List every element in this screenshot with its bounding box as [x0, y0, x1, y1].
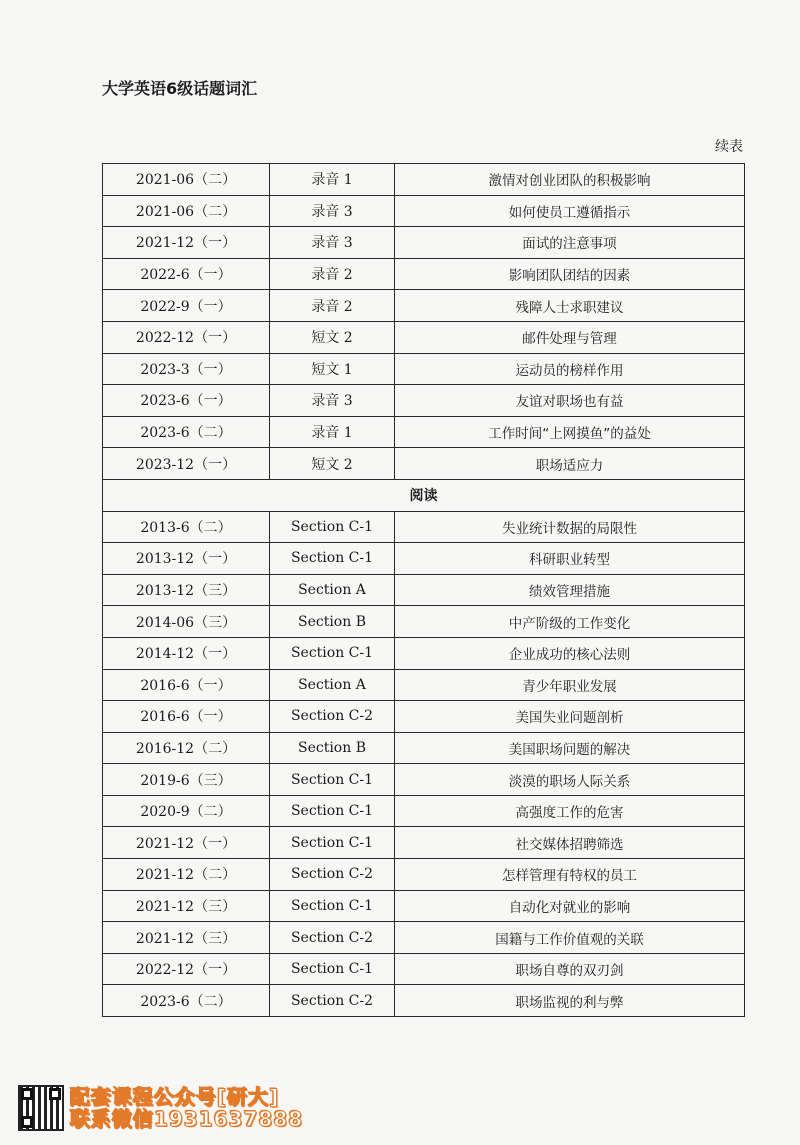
topic-cell: 面试的注意事项 [395, 227, 745, 259]
table-row [103, 890, 745, 922]
exam-cell: 2021-06（二） [103, 164, 270, 196]
part-cell: Section C-2 [270, 922, 395, 954]
part-cell: Section C-1 [270, 890, 395, 922]
exam-cell: 2019-6（三） [103, 764, 270, 796]
topic-cell: 美国失业问题剖析 [395, 701, 745, 733]
topic-cell: 青少年职业发展 [395, 669, 745, 701]
part-cell: Section C-1 [270, 511, 395, 543]
topic-cell: 美国职场问题的解决 [395, 732, 745, 764]
topic-cell: 运动员的榜样作用 [395, 353, 745, 385]
promo-line-2: 联系微信1931637888 [70, 1107, 304, 1131]
table-row [103, 985, 745, 1017]
part-cell: Section C-1 [270, 764, 395, 796]
topic-cell: 激情对创业团队的积极影响 [395, 164, 745, 196]
table-row [103, 195, 745, 227]
qr-code-icon [18, 1085, 64, 1131]
topic-cell: 残障人士求职建议 [395, 290, 745, 322]
table-row [103, 290, 745, 322]
table-row [103, 511, 745, 543]
exam-cell: 2016-6（一） [103, 669, 270, 701]
topic-cell: 怎样管理有特权的员工 [395, 859, 745, 891]
table-row [103, 922, 745, 954]
exam-cell: 2022-6（一） [103, 258, 270, 290]
section-heading-row [103, 479, 745, 511]
exam-cell: 2013-12（三） [103, 574, 270, 606]
part-cell: Section C-2 [270, 859, 395, 891]
topic-cell: 企业成功的核心法则 [395, 637, 745, 669]
exam-cell: 2023-12（一） [103, 448, 270, 480]
topic-cell: 职场适应力 [395, 448, 745, 480]
table-row [103, 732, 745, 764]
exam-cell: 2021-12（三） [103, 922, 270, 954]
exam-cell: 2021-12（一） [103, 227, 270, 259]
exam-cell: 2023-6（一） [103, 385, 270, 417]
part-cell: Section C-1 [270, 795, 395, 827]
part-cell: 录音 2 [270, 258, 395, 290]
footer-promo [18, 1085, 303, 1131]
exam-cell: 2014-12（一） [103, 637, 270, 669]
part-cell: Section C-2 [270, 701, 395, 733]
part-cell: Section C-1 [270, 637, 395, 669]
exam-cell: 2023-6（二） [103, 416, 270, 448]
part-cell: 录音 1 [270, 416, 395, 448]
table-row [103, 164, 745, 196]
table-row [103, 701, 745, 733]
table-row [103, 385, 745, 417]
exam-cell: 2022-12（一） [103, 321, 270, 353]
topic-cell: 邮件处理与管理 [395, 321, 745, 353]
exam-cell: 2021-12（二） [103, 859, 270, 891]
promo-text [70, 1086, 303, 1130]
table-row [103, 764, 745, 796]
topic-cell: 社交媒体招聘筛选 [395, 827, 745, 859]
exam-cell: 2021-12（一） [103, 827, 270, 859]
table-row [103, 543, 745, 575]
table-row [103, 795, 745, 827]
topic-cell: 工作时间“上网摸鱼”的益处 [395, 416, 745, 448]
part-cell: 录音 3 [270, 385, 395, 417]
topic-cell: 绩效管理措施 [395, 574, 745, 606]
table-row [103, 321, 745, 353]
page-title: 大学英语6级话题词汇 [102, 79, 258, 98]
topic-cell: 如何使员工遵循指示 [395, 195, 745, 227]
part-cell: 短文 2 [270, 321, 395, 353]
exam-cell: 2016-6（一） [103, 701, 270, 733]
topic-cell: 职场监视的利与弊 [395, 985, 745, 1017]
reading-heading: 阅读 [103, 479, 745, 511]
exam-cell: 2023-3（一） [103, 353, 270, 385]
table-row [103, 827, 745, 859]
topic-table [102, 163, 745, 1017]
topic-cell: 国籍与工作价值观的关联 [395, 922, 745, 954]
topic-cell: 友谊对职场也有益 [395, 385, 745, 417]
table-row [103, 258, 745, 290]
table-row [103, 353, 745, 385]
table-row [103, 227, 745, 259]
topic-cell: 科研职业转型 [395, 543, 745, 575]
topic-cell: 失业统计数据的局限性 [395, 511, 745, 543]
promo-line-1: 配套课程公众号[研大] [70, 1085, 280, 1109]
part-cell: 录音 3 [270, 195, 395, 227]
topic-cell: 影响团队团结的因素 [395, 258, 745, 290]
topic-cell: 自动化对就业的影响 [395, 890, 745, 922]
table-row [103, 859, 745, 891]
exam-cell: 2021-12（三） [103, 890, 270, 922]
part-cell: Section C-1 [270, 543, 395, 575]
part-cell: 录音 1 [270, 164, 395, 196]
part-cell: Section C-1 [270, 953, 395, 985]
topic-table-body [103, 164, 745, 1017]
part-cell: Section A [270, 574, 395, 606]
exam-cell: 2013-6（二） [103, 511, 270, 543]
topic-cell: 职场自尊的双刃剑 [395, 953, 745, 985]
topic-cell: 中产阶级的工作变化 [395, 606, 745, 638]
part-cell: Section C-1 [270, 827, 395, 859]
exam-cell: 2021-06（二） [103, 195, 270, 227]
table-row [103, 669, 745, 701]
table-row [103, 637, 745, 669]
exam-cell: 2014-06（三） [103, 606, 270, 638]
table-row [103, 574, 745, 606]
part-cell: 短文 2 [270, 448, 395, 480]
table-row [103, 606, 745, 638]
topic-cell: 淡漠的职场人际关系 [395, 764, 745, 796]
exam-cell: 2022-9（一） [103, 290, 270, 322]
part-cell: 短文 1 [270, 353, 395, 385]
exam-cell: 2023-6（二） [103, 985, 270, 1017]
part-cell: Section B [270, 732, 395, 764]
table-row [103, 448, 745, 480]
part-cell: Section A [270, 669, 395, 701]
exam-cell: 2016-12（二） [103, 732, 270, 764]
topic-cell: 高强度工作的危害 [395, 795, 745, 827]
part-cell: 录音 2 [270, 290, 395, 322]
part-cell: Section B [270, 606, 395, 638]
part-cell: 录音 3 [270, 227, 395, 259]
exam-cell: 2013-12（一） [103, 543, 270, 575]
exam-cell: 2020-9（二） [103, 795, 270, 827]
table-row [103, 953, 745, 985]
continued-label: 续表 [715, 139, 743, 155]
part-cell: Section C-2 [270, 985, 395, 1017]
table-row [103, 416, 745, 448]
exam-cell: 2022-12（一） [103, 953, 270, 985]
